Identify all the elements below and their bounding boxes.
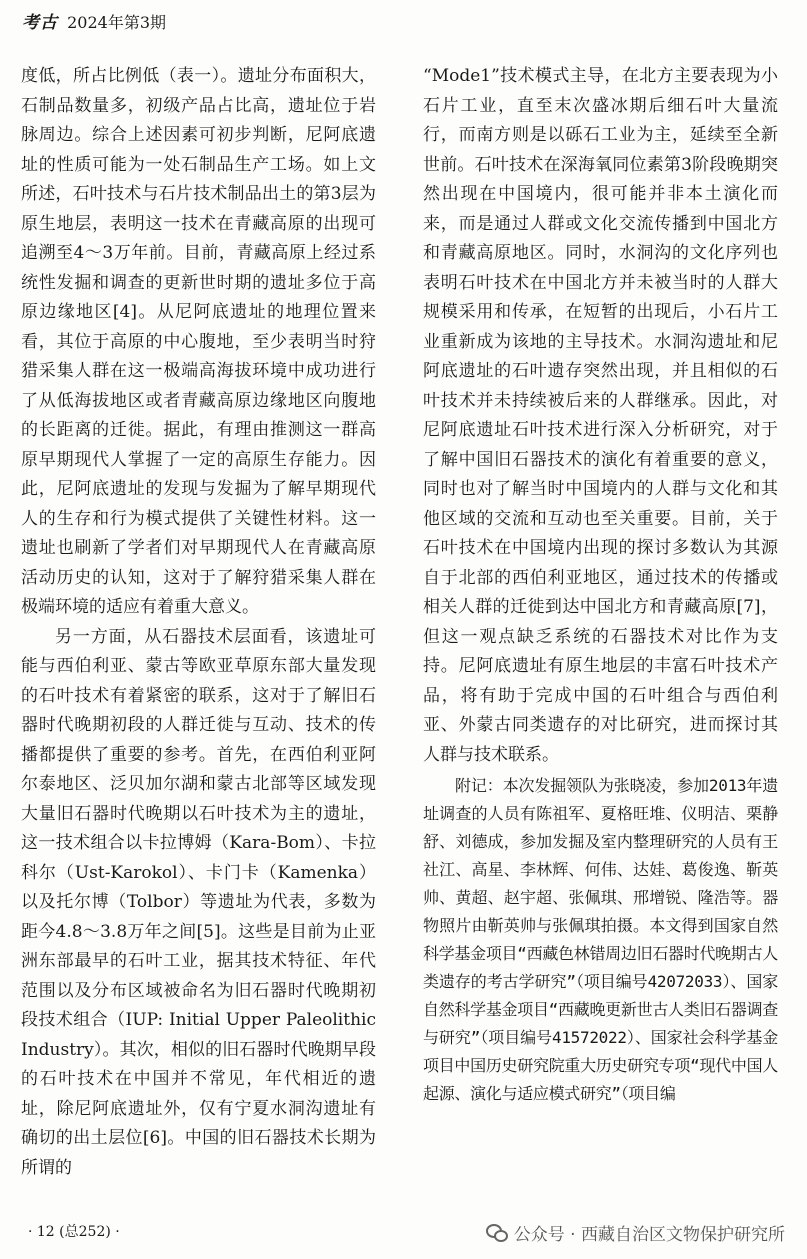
running-header — [22, 8, 785, 40]
watermark — [486, 1220, 785, 1245]
issue-label: 2024年第3期 — [67, 13, 166, 32]
page-number: · 12 (总252) · — [28, 1224, 120, 1240]
wechat-icon — [486, 1224, 508, 1242]
acknowledgement-note: 附记：本次发掘领队为张晓凌，参加2013年遗址调查的人员有陈祖军、夏格旺堆、仪明洁、栗静舒、刘德成，参加发掘及室内整理研究的人员有王社江、高星、李林辉、何伟、达娃、葛俊逸、靳英帅、黄超、赵宇超、张佩琪、邢增锐、隆浩等。器物照片由靳英帅与张佩琪拍摄。本文得到国家自然科学基金项目“西藏色林错周边旧石器时代晚期古人类遗存的考古学研究”（项目编号42072033）、国家自然科学基金项目“西藏晚更新世古人类旧石器调查与研究”（项目编号41572022）、国家社会科学基金项目中国历史研究院重大历史研究专项“现代中国人起源、演化与适应模式研究”（项目编 — [423, 776, 778, 1103]
watermark-text: 公众号 · 西藏自治区文物保护研究所 — [513, 1225, 785, 1245]
journal-logo: 考古 — [22, 13, 58, 33]
left-column — [21, 62, 376, 1183]
paragraph: 度低，所占比例低（表一）。遗址分布面积大，石制品数量多，初级产品占比高，遗址位于岩脉周边。综合上述因素可初步判断，尼阿底遗址的性质可能为一处石制品生产工场。如上文所述，石叶技术与石片技术制品出土的第3层为原生地层，表明这一技术在青藏高原的出现可追溯至4～3万年前。目前，青藏高原上经过系统性发掘和调查的更新世时期的遗址多位于高原边缘地区[4]。从尼阿底遗址的地理位置来看，其位于高原的中心腹地，至少表明当时狩猎采集人群在这一极端高海拔环境中成功进行了从低海拔地区或者青藏高原边缘地区向腹地的长距离的迁徙。据此，有理由推测这一群高原早期现代人掌握了一定的高原生存能力。因此，尼阿底遗址的发现与发掘为了解早期现代人的生存和行为模式提供了关键性材料。这一遗址也刷新了学者们对早期现代人在青藏高原活动历史的认知，这对于了解狩猎采集人群在极端环境的适应有着重大意义。 — [21, 66, 376, 617]
paragraph: 另一方面，从石器技术层面看，该遗址可能与西伯利亚、蒙古等欧亚草原东部大量发现的石叶技术有着紧密的联系，这对于了解旧石器时代晚期初段的人群迁徙与互动、技术的传播都提供了重要的参考。首先，在西伯利亚阿尔泰地区、泛贝加尔湖和蒙古北部等区域发现大量旧石器时代晚期以石叶技术为主的遗址，这一技术组合以卡拉博姆（Kara-Bom）、卡拉科尔（Ust-Karokol）、卡门卡（Kamenka）以及托尔博（Tolbor）等遗址为代表，多数为距今4.8～3.8万年之间[5]。这些是目前为止亚洲东部最早的石叶工业，据其技术特征、年代范围以及分布区域被命名为旧石器时代晚期初段技术组合（IUP: Initial Upper Paleolithic Industry）。其次，相似的旧石器时代晚期早段的石叶技术在中国并不常见，年代相近的遗址，除尼阿底遗址外，仅有宁夏水洞沟遗址有确切的出土层位[6]。中国的旧石器技术长期为所谓的 — [21, 626, 376, 1178]
right-column — [423, 62, 778, 1108]
paragraph: “Mode1”技术模式主导，在北方主要表现为小石片工业，直至末次盛冰期后细石叶大量流行，而南方则是以砾石工业为主，延续至全新世前。石叶技术在深海氧同位素第3阶段晚期突然出现在中国境内，很可能并非本土演化而来，而是通过人群或文化交流传播到中国北方和青藏高原地区。同时，水洞沟的文化序列也表明石叶技术在中国北方并未被当时的人群大规模采用和传承，在短暂的出现后，小石片工业重新成为该地的主导技术。水洞沟遗址和尼阿底遗址的石叶遗存突然出现，并且相似的石叶技术并未持续被后来的人群继承。因此，对尼阿底遗址石叶技术进行深入分析研究，对于了解中国旧石器技术的演化有着重要的意义，同时也对了解当时中国境内的人群与文化和其他区域的交流和互动也至关重要。目前，关于石叶技术在中国境内出现的探讨多数认为其源自于北部的西伯利亚地区，通过技术的传播或相关人群的迁徙到达中国北方和青藏高原[7]，但这一观点缺乏系统的石器技术对比作为支持。尼阿底遗址有原生地层的丰富石叶技术产品，将有助于完成中国的石叶组合与西伯利亚、外蒙古同类遗存的对比研究，进而探讨其人群与技术联系。 — [423, 66, 778, 765]
